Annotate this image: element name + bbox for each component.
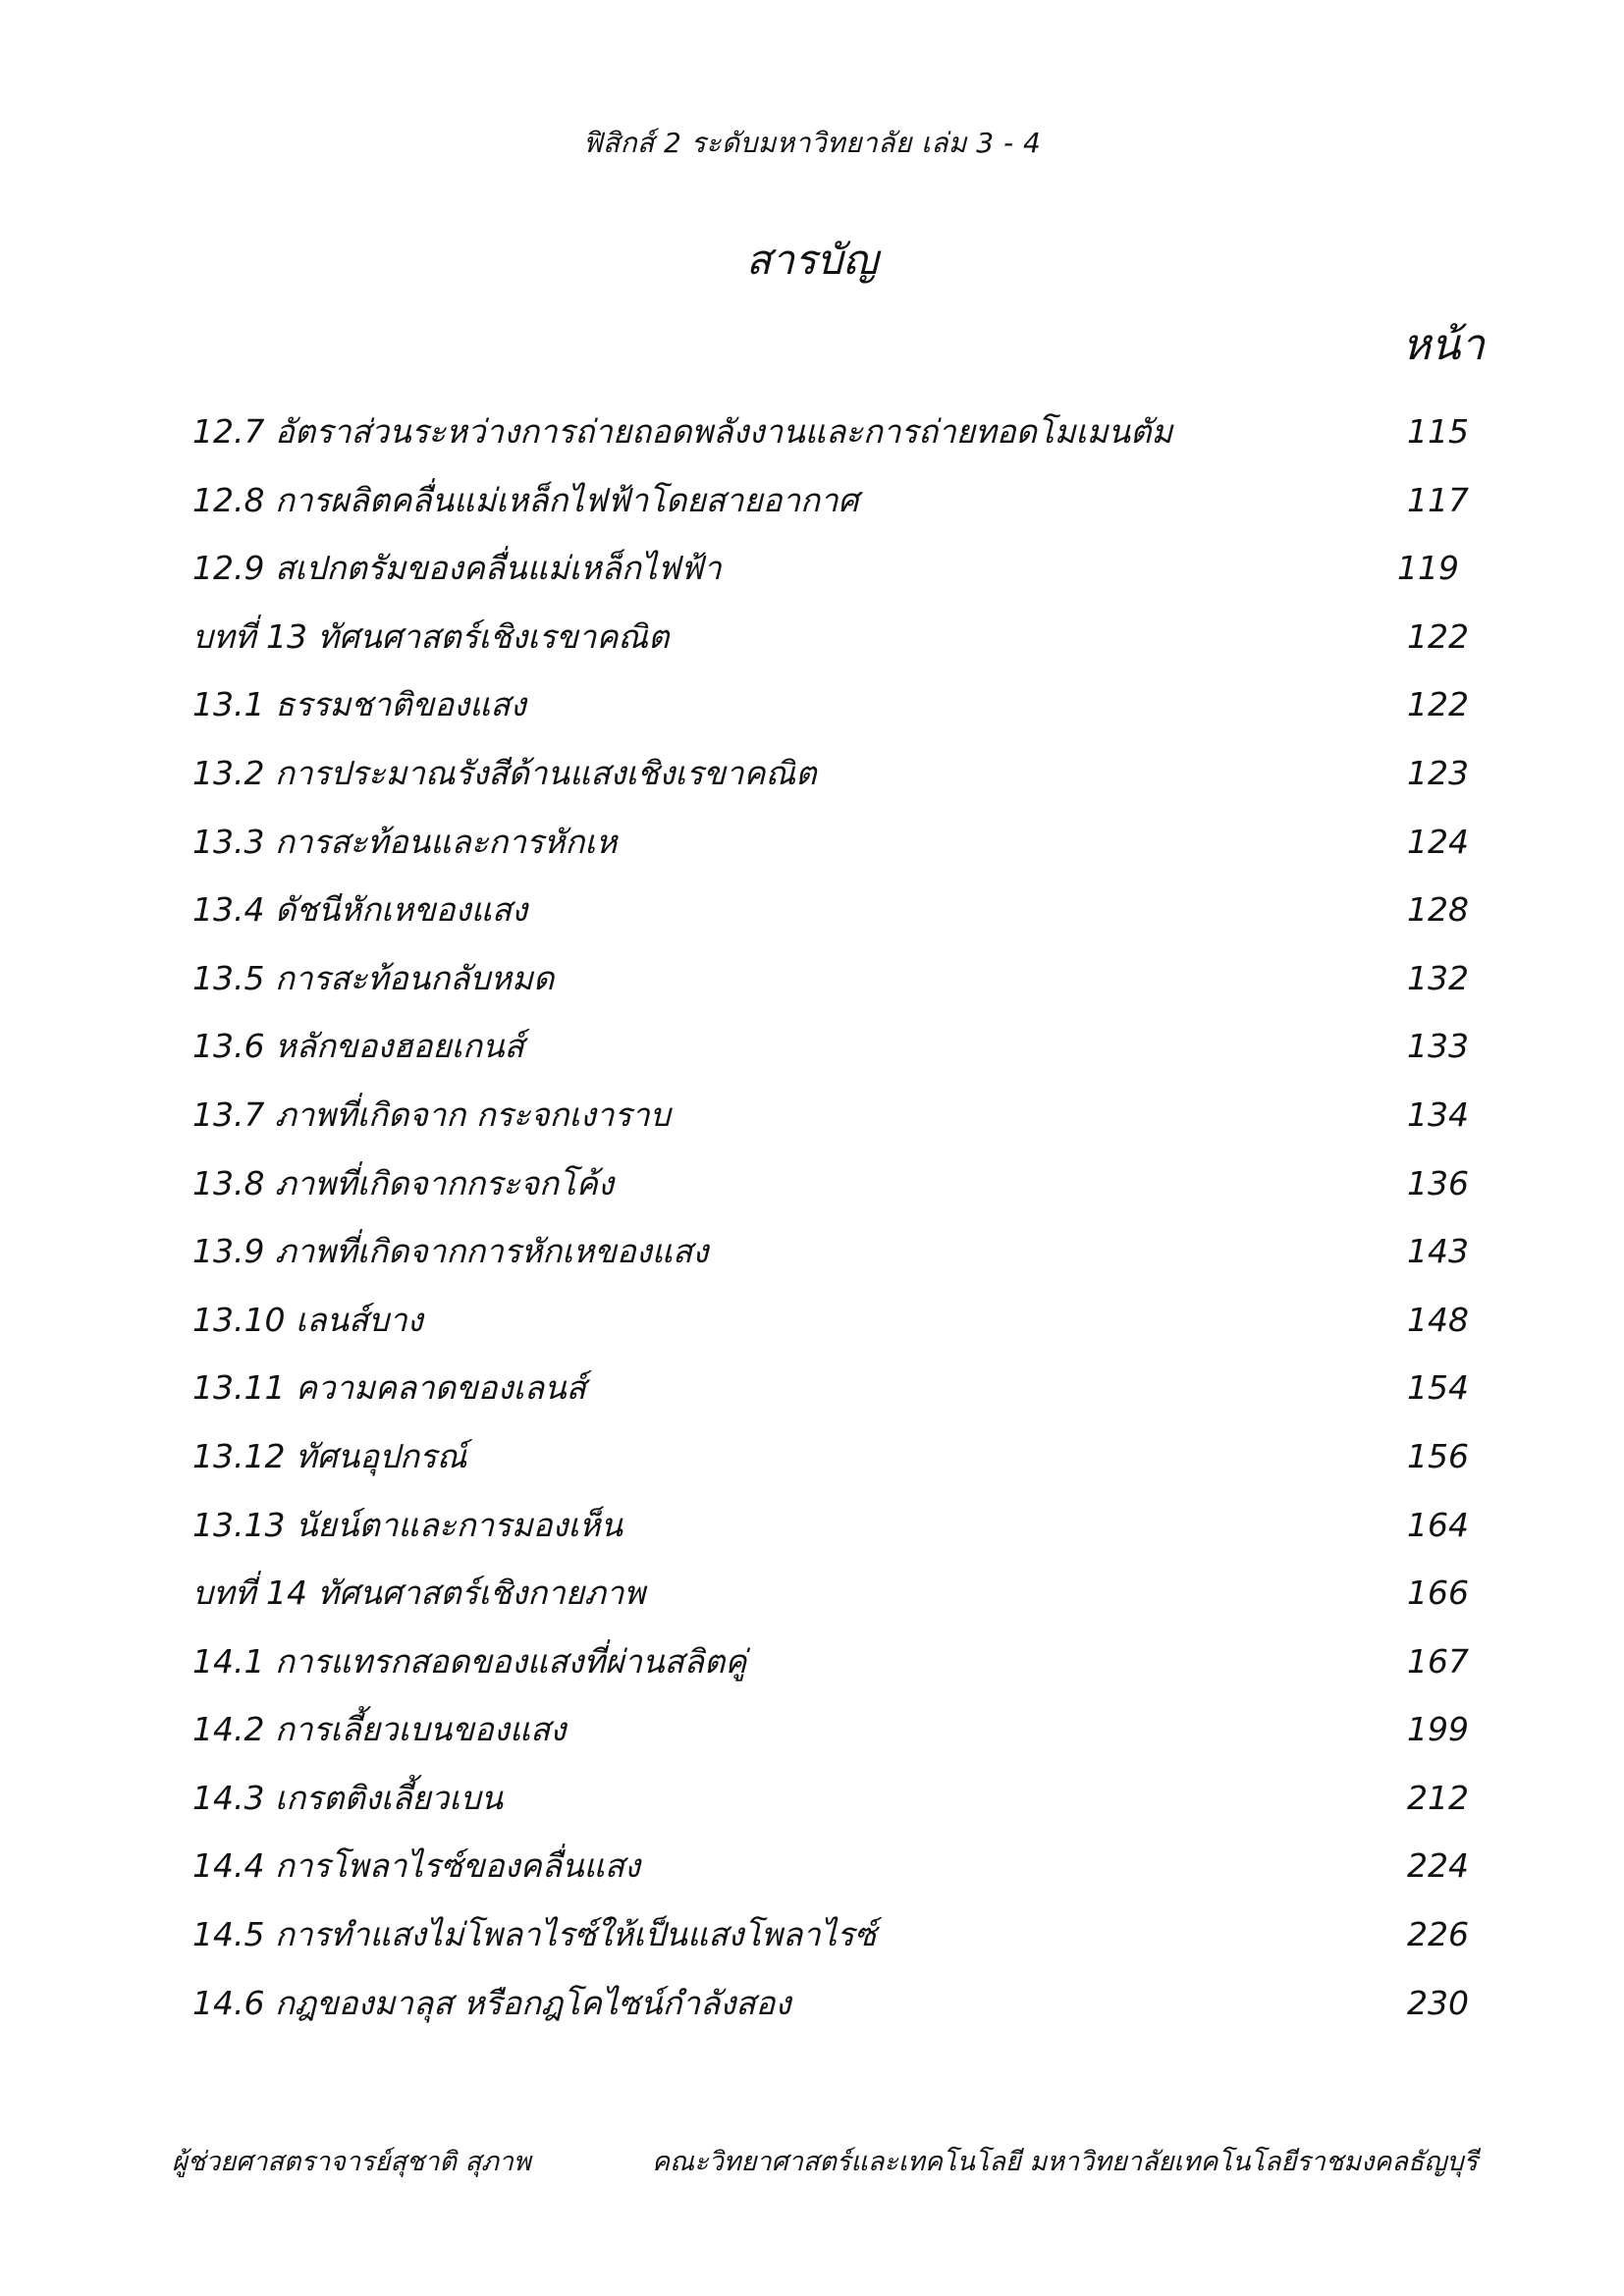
toc-entry <box>192 754 1469 823</box>
toc-entry-label: 13.4 ดัชนีหักเหของแสง <box>192 890 528 930</box>
toc-entry-label: 13.8 ภาพที่เกิดจากกระจกโค้ง <box>192 1163 614 1202</box>
toc-entry-page: 199 <box>1407 1710 1469 1749</box>
toc-entry-label: 12.7 อัตราส่วนระหว่างการถ่ายถอดพลังงานและการถ่ายทอดโมเมนตัม <box>192 412 1173 451</box>
toc-entry <box>192 1027 1469 1095</box>
toc-entry <box>192 1437 1469 1506</box>
toc-entry-page: 117 <box>1407 480 1469 519</box>
page-title: สารบัญ <box>745 236 879 284</box>
toc-entry <box>192 1642 1469 1711</box>
toc-entry-page: 132 <box>1407 958 1469 997</box>
toc-entry <box>192 1095 1469 1164</box>
toc-entry-page: 123 <box>1407 753 1469 792</box>
toc-entry-page: 226 <box>1407 1915 1469 1954</box>
toc-entry-page: 167 <box>1407 1641 1469 1681</box>
toc-entry <box>192 1915 1469 1984</box>
toc-entry-page: 156 <box>1407 1436 1469 1475</box>
toc-entry <box>192 412 1469 481</box>
toc-entry-page: 122 <box>1407 616 1469 656</box>
toc-entry-label: 13.11 ความคลาดของเลนส์ <box>192 1368 586 1408</box>
toc-entry-label: 14.3 เกรตติงเลี้ยวเบน <box>192 1778 504 1817</box>
toc-entry-page: 122 <box>1407 685 1469 724</box>
toc-entry-page: 143 <box>1407 1232 1469 1271</box>
toc-entry-label: 14.6 กฎของมาลุส หรือกฎโคไซน์กำลังสอง <box>192 1983 791 2022</box>
table-of-contents <box>192 412 1469 2052</box>
toc-entry <box>192 685 1469 754</box>
toc-entry-label: 13.5 การสะท้อนกลับหมด <box>192 958 555 997</box>
toc-entry-page: 212 <box>1407 1778 1469 1817</box>
toc-entry-label: 13.7 ภาพที่เกิดจาก กระจกเงาราบ <box>192 1095 671 1134</box>
toc-entry-label: 13.12 ทัศนอุปกรณ์ <box>192 1436 467 1475</box>
toc-entry-page: 224 <box>1407 1846 1469 1886</box>
toc-chapter-entry <box>192 617 1469 686</box>
toc-entry <box>192 1984 1469 2053</box>
toc-entry-label: 12.8 การผลิตคลื่นแม่เหล็กไฟฟ้าโดยสายอากาศ <box>192 480 859 519</box>
toc-entry-page: 133 <box>1407 1027 1469 1066</box>
toc-entry-label: บทที่ 13 ทัศนศาสตร์เชิงเรขาคณิต <box>192 616 670 656</box>
toc-entry <box>192 1368 1469 1437</box>
toc-entry <box>192 959 1469 1028</box>
toc-entry-page: 124 <box>1407 822 1469 861</box>
toc-entry-page: 134 <box>1407 1095 1469 1134</box>
toc-entry <box>192 1846 1469 1915</box>
toc-entry <box>192 549 1469 617</box>
toc-entry-label: 14.1 การแทรกสอดของแสงที่ผ่านสลิตคู่ <box>192 1641 747 1681</box>
toc-chapter-entry <box>192 1574 1469 1642</box>
toc-entry-label: 13.13 นัยน์ตาและการมองเห็น <box>192 1505 623 1544</box>
toc-entry-label: 14.4 การโพลาไรซ์ของคลื่นแสง <box>192 1846 641 1886</box>
toc-entry-page: 230 <box>1407 1983 1469 2022</box>
footer-author: ผู้ช่วยศาสตราจารย์สุชาติ สุภาพ <box>172 2147 531 2177</box>
toc-entry-page: 128 <box>1407 890 1469 930</box>
toc-entry-page: 154 <box>1407 1368 1469 1408</box>
toc-entry-label: 13.9 ภาพที่เกิดจากการหักเหของแสง <box>192 1232 709 1271</box>
toc-entry <box>192 1506 1469 1575</box>
toc-entry-page: 115 <box>1407 412 1469 451</box>
toc-entry-label: 13.2 การประมาณรังสีด้านแสงเชิงเรขาคณิต <box>192 753 817 792</box>
toc-entry-label: บทที่ 14 ทัศนศาสตร์เชิงกายภาพ <box>192 1574 646 1613</box>
toc-entry <box>192 1779 1469 1847</box>
toc-entry-page: 119 <box>1397 549 1459 588</box>
toc-entry <box>192 1232 1469 1301</box>
toc-entry-page: 136 <box>1407 1163 1469 1202</box>
toc-entry-page: 148 <box>1407 1300 1469 1339</box>
toc-entry <box>192 481 1469 550</box>
running-header: ฟิสิกส์ 2 ระดับมหาวิทยาลัย เล่ม 3 - 4 <box>582 127 1042 159</box>
toc-entry-page: 164 <box>1407 1505 1469 1544</box>
toc-entry <box>192 890 1469 959</box>
toc-entry <box>192 1301 1469 1369</box>
toc-entry-label: 13.3 การสะท้อนและการหักเห <box>192 822 618 861</box>
toc-entry <box>192 823 1469 891</box>
toc-entry-page: 166 <box>1407 1574 1469 1613</box>
page-column-label: หน้า <box>1402 320 1485 370</box>
toc-entry <box>192 1710 1469 1779</box>
footer-institution: คณะวิทยาศาสตร์และเทคโนโลยี มหาวิทยาลัยเทคโนโลยีราชมงคลธัญบุรี <box>652 2147 1478 2177</box>
toc-entry-label: 12.9 สเปกตรัมของคลื่นแม่เหล็กไฟฟ้า <box>192 549 722 588</box>
toc-entry-label: 13.10 เลนส์บาง <box>192 1300 423 1339</box>
toc-entry <box>192 1164 1469 1233</box>
toc-entry-label: 14.2 การเลี้ยวเบนของแสง <box>192 1710 567 1749</box>
toc-entry-label: 13.1 ธรรมชาติของแสง <box>192 685 526 724</box>
toc-entry-label: 13.6 หลักของฮอยเกนส์ <box>192 1027 524 1066</box>
toc-entry-label: 14.5 การทำแสงไม่โพลาไรซ์ให้เป็นแสงโพลาไรซ์ <box>192 1915 877 1954</box>
